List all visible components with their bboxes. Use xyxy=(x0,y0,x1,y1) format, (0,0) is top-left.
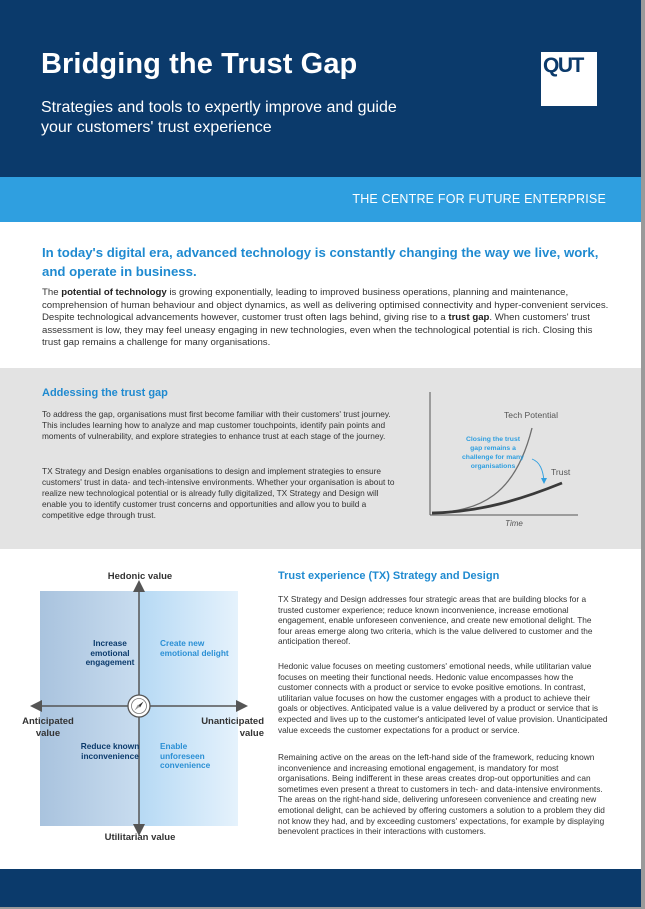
header-banner xyxy=(0,0,641,178)
anticipated-value-label: Anticipated value xyxy=(22,716,74,739)
logo-text: QUT xyxy=(543,54,583,77)
trust-gap-heading: Addessing the trust gap xyxy=(42,387,168,399)
trust-curve xyxy=(432,483,562,513)
trust-gap-chart xyxy=(420,388,580,533)
tech-potential-label: Tech Potential xyxy=(504,410,558,420)
tx-paragraph-1: TX Strategy and Design addresses four strategic areas that are building blocks for a trusted customer experience; reduce known inconvenience, increase emotional engagement, enable unforeseen convenience, and create new emotional delight. The four areas emerge along two criteria, which is the value delivered to customer and the anticipation thereof. xyxy=(278,594,593,647)
annotation-line-3: challenge for many xyxy=(462,454,524,461)
compass-icon xyxy=(128,695,150,717)
utilitarian-value-label: Utilitarian value xyxy=(104,832,176,843)
chart-x-label: Time xyxy=(505,519,523,528)
centre-band xyxy=(0,177,641,222)
annotation-line-4: organisations xyxy=(470,463,516,470)
qut-logo xyxy=(541,52,597,106)
framework-graphic xyxy=(20,568,260,848)
footer-bar xyxy=(0,869,641,907)
hedonic-value-label: Hedonic value xyxy=(107,571,173,582)
trust-gap-annotation xyxy=(462,436,524,470)
quadrant-increase-emotional-engagement: Increase emotional engagement xyxy=(85,638,135,667)
trust-gap-paragraph-2: TX Strategy and Design enables organisations to design and implement strategies to ensure customers' trust in data- and tech-intensive environments. Whether your organisation is about to realize new technological potential or is already fully digitalized, TX Strategy and Design will enable you to identify customer trust concerns and opportunities and allow you to build a competitive edge through trust. xyxy=(42,466,395,520)
lead-statement: In today's digital era, advanced technology is constantly changing the way we live, work, and operate in business. xyxy=(42,245,599,279)
trust-gap-paragraph-1: To address the gap, organisations must first become familiar with their customers' trust journey. This includes learning how to analyze and map customer touchpoints, identify pain points and moments of vulnerability, and explore strategies to enhance trust at each stage of the journey. xyxy=(42,409,391,441)
annotation-line-2: gap remains a xyxy=(470,445,516,452)
tx-framework xyxy=(20,568,264,848)
tx-paragraph-2: Hedonic value focuses on meeting customers' emotional needs, while utilitarian value focuses on meeting their functional needs. Hedonic value encompasses how the customer connects with a product or service to evoke positive emotions. In contrast, utilitarian value focuses on how the customer engages with a product to achieve their goals or objectives. Anticipated value is a value delivered by a product or service that is expected and lives up to the customer's anticipated level of value provision. Unanticipated value exceeds the customer expectations for a product or service. xyxy=(278,661,608,735)
tx-heading: Trust experience (TX) Strategy and Design xyxy=(278,570,500,582)
trust-label: Trust xyxy=(551,467,571,477)
quadrant-create-new-emotional-delight: Create new emotional delight xyxy=(160,638,229,658)
page-subtitle: Strategies and tools to expertly improve and guide your customers' trust experience xyxy=(41,99,397,136)
quadrant-right-bg xyxy=(139,591,238,826)
annotation-arrow xyxy=(532,459,544,481)
quadrant-reduce-known-inconvenience: Reduce known inconvenience xyxy=(80,741,140,761)
annotation-arrowhead-icon xyxy=(541,478,547,484)
quadrant-enable-unforeseen-convenience: Enable unforeseen convenience xyxy=(160,741,211,770)
page-title: Bridging the Trust Gap xyxy=(41,48,358,80)
annotation-line-1: Closing the trust xyxy=(466,436,520,443)
centre-name: THE CENTRE FOR FUTURE ENTERPRISE xyxy=(352,192,606,206)
quadrant-left-bg xyxy=(40,591,139,826)
intro-paragraph: The potential of technology is growing exponentially, leading to improved business operations, planning and maintenance, comprehension of human behaviour and object dynamics, as well as delivering optimised connectivity and hyper-convenient services. Despite technological advancements however, customer trust often lags behind, giving rise to a trust gap. When customers' trust assessment is low, they may feel uneasy engaging in new technologies, even when the technological potential is rich. Closing this trust gap remains a challenge for many organisations. xyxy=(42,287,609,348)
tx-paragraph-3: Remaining active on the areas on the left-hand side of the framework, reducing known inconvenience and increasing emotional engagement, is mandatory for most organisations. Being indifferent in these areas creates drop-out opportunities and can sometimes even present a threat to customers in tech- and data-intensive environments. The areas on the right-hand side, delivering unforeseen convenience and creating new emotional delight, can be achieved by offering customers a solution to a problem they did not know they had, and by exceeding customers' expectations, for example by displaying benevolent practices in their interactions with customers. xyxy=(278,752,605,837)
unanticipated-value-label: Unanticipated value xyxy=(201,716,264,739)
